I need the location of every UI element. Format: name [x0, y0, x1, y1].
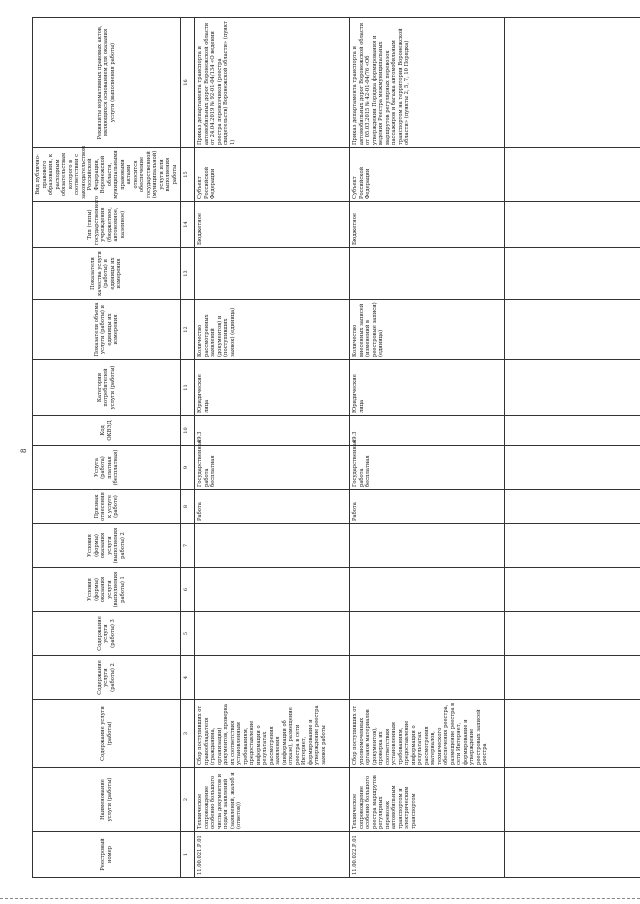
column-header: Вид публично-правового образования, к расходным обязательствам которого в соответствии с законодательством Российской Федерации, Воронежской области, муниципальными правовыми актами относится обеспечение государственной (муниципальной) услуги или выполнения работы: [33, 148, 181, 202]
column-header: Условия (формы) оказания услуги (выполнения работы) 2: [33, 524, 181, 568]
column-header: Наименование услуги (работы): [33, 768, 181, 832]
empty-cell: [505, 490, 640, 524]
table-cell: [195, 524, 350, 568]
table-cell: Сбор поступивших от правообладателя (гражданина, организации) документов, проверка их соответствия установленным требованиям, предоставление информации о результатах рассмотрения заявления (информации об отказе), размещение реестра в сети Интернет, формирование и утверждение реестра заявок работы: [195, 700, 350, 768]
table-cell: [195, 612, 350, 656]
table-cell: Бюджетное: [350, 202, 505, 248]
empty-row: [505, 18, 640, 878]
column-number: 11: [181, 360, 195, 416]
column-number: 14: [181, 202, 195, 248]
empty-cell: [505, 832, 640, 878]
column-number: 6: [181, 568, 195, 612]
column-header: Показатели качества услуги (работы) и единицы их измерения: [33, 248, 181, 300]
empty-cell: [505, 768, 640, 832]
table-cell: [350, 612, 505, 656]
table-cell: Приказ департамента транспорта и автомобильных дорог Воронежской области от 05.03.2015 № 42-01-04/76 «Об утверждении Порядка формирования и ведения Реестра межмуниципальных маршрутов регулярных перевозок пассажиров и багажа автомобильным транспортом на территории Воронежской области» (пункты 2, 5, 7, 10 Порядка): [350, 18, 505, 148]
table-cell: Количество внесенных записей (изменений в реестровые записи) (единица): [350, 300, 505, 360]
rotated-content: [14, 18, 626, 878]
table-cell: [350, 568, 505, 612]
column-header: Реестровый номер: [33, 832, 181, 878]
column-number: 12: [181, 300, 195, 360]
table-cell: Работа: [195, 490, 350, 524]
table-cell: Техническое сопровождение особенно большого числа документов и подачи заявлений (заявлений, жалоб и (ответов)): [195, 768, 350, 832]
empty-cell: [505, 700, 640, 768]
table-cell: 49.3: [195, 416, 350, 446]
table-row: [350, 18, 505, 878]
empty-cell: [505, 18, 640, 148]
column-number: 7: [181, 524, 195, 568]
column-header: Услуга (работа) платная (бесплатная): [33, 446, 181, 490]
empty-cell: [505, 202, 640, 248]
column-number: 9: [181, 446, 195, 490]
column-number: 2: [181, 768, 195, 832]
table-cell: [195, 568, 350, 612]
page-edge-line: [0, 898, 640, 899]
table-cell: 11.00.021.Р.01: [195, 832, 350, 878]
table-cell: Юридические лица: [350, 360, 505, 416]
column-number: 8: [181, 490, 195, 524]
column-number: 5: [181, 612, 195, 656]
services-table: [32, 17, 640, 878]
empty-cell: [505, 248, 640, 300]
table-cell: [350, 656, 505, 700]
page-number: 8: [20, 448, 28, 453]
column-header: Показатели объема услуги (работы) и единицы их измерения: [33, 300, 181, 360]
table-cell: [195, 248, 350, 300]
empty-cell: [505, 656, 640, 700]
empty-cell: [505, 416, 640, 446]
column-header: Содержание услуги (работы) 2: [33, 656, 181, 700]
empty-cell: [505, 300, 640, 360]
column-number: 15: [181, 148, 195, 202]
column-number: 1: [181, 832, 195, 878]
table-cell: Приказ департамента транспорта и автомобильных дорог Воронежской области от 24.04.2019 № 92-01-04/134 «О ведении реестра перевозчиков (реестра свидетельств) Воронежской области» (пункт 1): [195, 18, 350, 148]
column-header: Код ОКВЭД: [33, 416, 181, 446]
table-cell: Субъект Российской Федерации: [195, 148, 350, 202]
column-number: 13: [181, 248, 195, 300]
table-cell: Субъект Российской Федерации: [350, 148, 505, 202]
column-header: Категории потребителей услуги (работы): [33, 360, 181, 416]
table-cell: [195, 656, 350, 700]
column-number-row: [181, 18, 195, 878]
empty-cell: [505, 568, 640, 612]
column-header: Реквизиты нормативных правовых актов, являющихся основанием для оказания услуги (выполнения работы): [33, 18, 181, 148]
column-header: Условия (формы) оказания услуги (выполнения работы) 1: [33, 568, 181, 612]
column-number: 3: [181, 700, 195, 768]
column-header: Тип (типы) государственного учреждения (бюджетное, автономное, казенное): [33, 202, 181, 248]
table-cell: [350, 524, 505, 568]
table-cell: Сбор поступивших от уполномоченных органов материалов (документов), проверка их соответствия установленным требованиям, предоставление информации о результатах рассмотрения материалов, технического обеспечения реестра, размещение реестра в сети Интернет, формирование и утверждение реестровых записей реестра: [350, 700, 505, 768]
column-header: Содержание услуги (работы) 3: [33, 612, 181, 656]
table-cell: Бюджетное: [195, 202, 350, 248]
column-header: Содержание услуги (работы): [33, 700, 181, 768]
table-cell: Государственная работа бесплатная: [350, 446, 505, 490]
empty-cell: [505, 612, 640, 656]
empty-cell: [505, 360, 640, 416]
empty-cell: [505, 446, 640, 490]
table-cell: 11.00.022.Р.01: [350, 832, 505, 878]
table-cell: Работа: [350, 490, 505, 524]
empty-cell: [505, 148, 640, 202]
column-number: 4: [181, 656, 195, 700]
table-row: [195, 18, 350, 878]
table-cell: [350, 248, 505, 300]
table-cell: Юридические лица: [195, 360, 350, 416]
table-cell: Государственная работа бесплатная: [195, 446, 350, 490]
table-cell: Техническое сопровождение особенно большого реестра маршрутов регулярных перевозок автомобильным транспортом и электрическим транспортом: [350, 768, 505, 832]
column-header: Признак отнесения к услуге (работе): [33, 490, 181, 524]
empty-cell: [505, 524, 640, 568]
header-row: [33, 18, 181, 878]
table-cell: 49.3: [350, 416, 505, 446]
table-cell: Количество рассмотренных заявлений (документов) и (поступивших заявок) (единица): [195, 300, 350, 360]
column-number: 16: [181, 18, 195, 148]
column-number: 10: [181, 416, 195, 446]
